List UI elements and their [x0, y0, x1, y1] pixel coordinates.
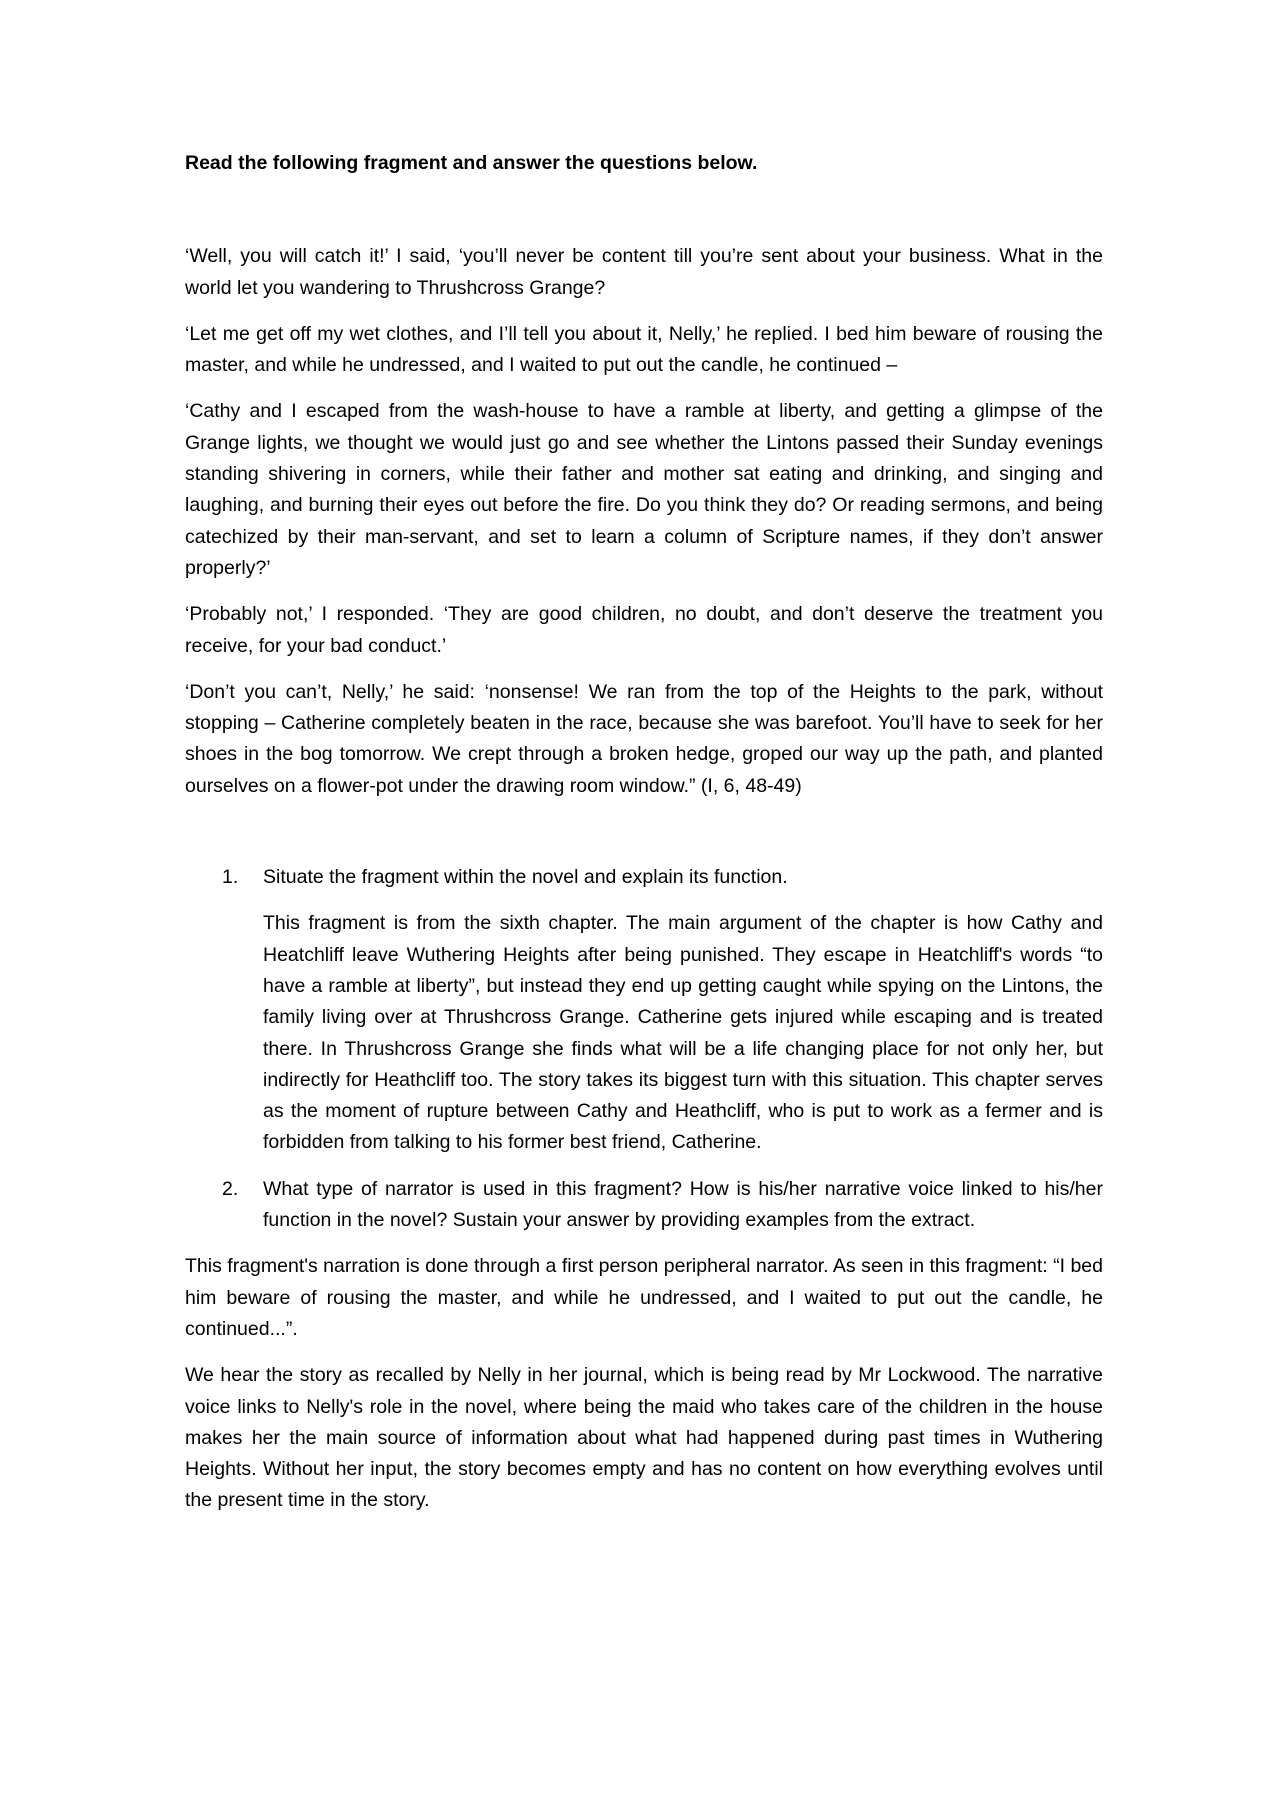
- question-text: What type of narrator is used in this fragment? How is his/her narrative voice linked to his/her function in the novel? Sustain your answer by providing examples from the extract.: [263, 1177, 1103, 1232]
- question-item: [185, 862, 1103, 1159]
- question-number: 1.: [222, 866, 239, 889]
- question-text: Situate the fragment within the novel and explain its function.: [263, 866, 788, 889]
- question-item: [185, 1174, 1103, 1237]
- fragment-paragraph: ‘Well, you will catch it!’ I said, ‘you’ll never be content till you’re sent about your business. What in the world let you wandering to Thrushcross Grange?: [185, 245, 1103, 299]
- answer-paragraph: This fragment's narration is done through a first person peripheral narrator. As seen in this fragment: “I bed him beware of rousing the master, and while he undressed, and I waited to put out the candle, he continued...”.: [185, 1255, 1103, 1340]
- fragment-quote: [185, 241, 1103, 802]
- fragment-paragraph: ‘Probably not,’ I responded. ‘They are good children, no doubt, and don’t deserve the treatment you receive, for your bad conduct.’: [185, 603, 1103, 657]
- answer-paragraph: This fragment is from the sixth chapter. The main argument of the chapter is how Cathy and Heatchliff leave Wuthering Heights after being punished. They escape in Heatchliff's words “to have a ramble at liberty”, but instead they end up getting caught while spying on the Lintons, the family living over at Thrushcross Grange. Catherine gets injured while escaping and is treated there. In Thrushcross Grange she finds what will be a life changing place for not only her, but indirectly for Heathcliff too. The story takes its biggest turn with this situation. This chapter serves as the moment of rupture between Cathy and Heathcliff, who is put to work as a fermer and is forbidden from talking to his former best friend, Catherine.: [263, 912, 1103, 1154]
- question-number: 2.: [222, 1177, 239, 1200]
- fragment-paragraph: ‘Cathy and I escaped from the wash-house to have a ramble at liberty, and getting a glimpse of the Grange lights, we thought we would just go and see whether the Lintons passed their Sunday evenings standing shivering in corners, while their father and mother sat eating and drinking, and singing and laughing, and burning their eyes out before the fire. Do you think they do? Or reading sermons, and being catechized by their man-servant, and set to learn a column of Scripture names, if they don’t answer properly?’: [185, 400, 1103, 579]
- document-page: [185, 148, 1103, 1532]
- fragment-paragraph: ‘Don’t you can’t, Nelly,’ he said: ‘nonsense! We ran from the top of the Heights to the park, without stopping – Catherine completely beaten in the race, because she was barefoot. You’ll have to seek for her shoes in the bog tomorrow. We crept through a broken hedge, groped our way up the path, and planted ourselves on a flower-pot under the drawing room window.” (I, 6, 48-49): [185, 680, 1103, 797]
- answer-paragraph: We hear the story as recalled by Nelly in her journal, which is being read by Mr Lockwood. The narrative voice links to Nelly's role in the novel, where being the maid who takes care of the children in the house makes her the main source of information about what had happened during past times in Wuthering Heights. Without her input, the story becomes empty and has no content on how everything evolves until the present time in the story.: [185, 1364, 1103, 1512]
- fragment-paragraph: ‘Let me get off my wet clothes, and I’ll tell you about it, Nelly,’ he replied. I bed him beware of rousing the master, and while he undressed, and I waited to put out the candle, he continued –: [185, 322, 1103, 377]
- question-list: [185, 862, 1103, 1236]
- instruction-heading: Read the following fragment and answer the questions below.: [185, 152, 758, 174]
